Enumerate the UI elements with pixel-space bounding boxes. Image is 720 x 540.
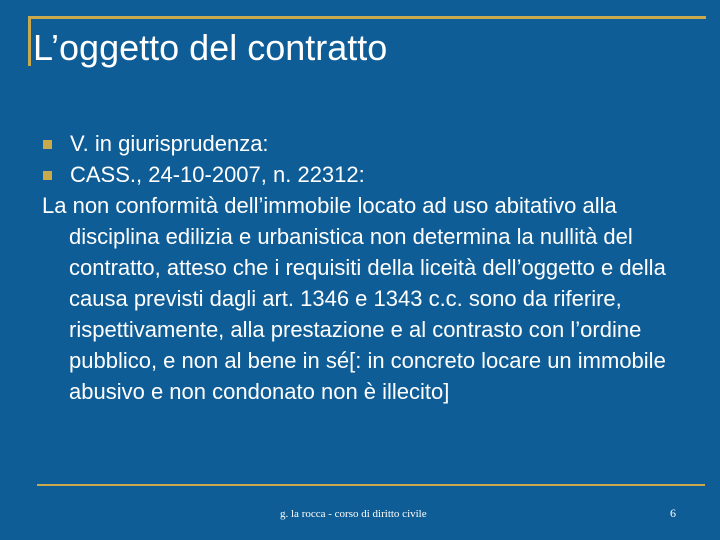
body-paragraph: La non conformità dell’immobile locato ad uso abitativo alla disciplina edilizia e urbanistica non determina la nullità del contratto, atteso che i requisiti della liceità dell’oggetto e della causa previsti dagli art. 1346 e 1343 c.c. sono da riferire, rispettivamente, alla prestazione e al contrasto con l’ordine pubblico, e non al bene in sé[: in concreto locare un immobile abusivo e non condonato non è illecito]	[42, 193, 666, 404]
bullet-text: CASS., 24-10-2007, n. 22312:	[70, 162, 365, 187]
title-frame-top-line	[28, 16, 706, 19]
bullet-text: V. in giurisprudenza:	[70, 131, 269, 156]
square-bullet-icon	[43, 171, 52, 180]
bullet-item	[43, 128, 683, 159]
footer-text: g. la rocca - corso di diritto civile	[280, 508, 427, 520]
footer-divider	[37, 484, 705, 486]
title-frame-left-line	[28, 16, 31, 66]
slide-body	[43, 128, 683, 407]
page-number: 6	[670, 506, 676, 520]
slide-title: L’oggetto del contratto	[33, 27, 388, 68]
bullet-item	[43, 159, 683, 190]
square-bullet-icon	[43, 140, 52, 149]
